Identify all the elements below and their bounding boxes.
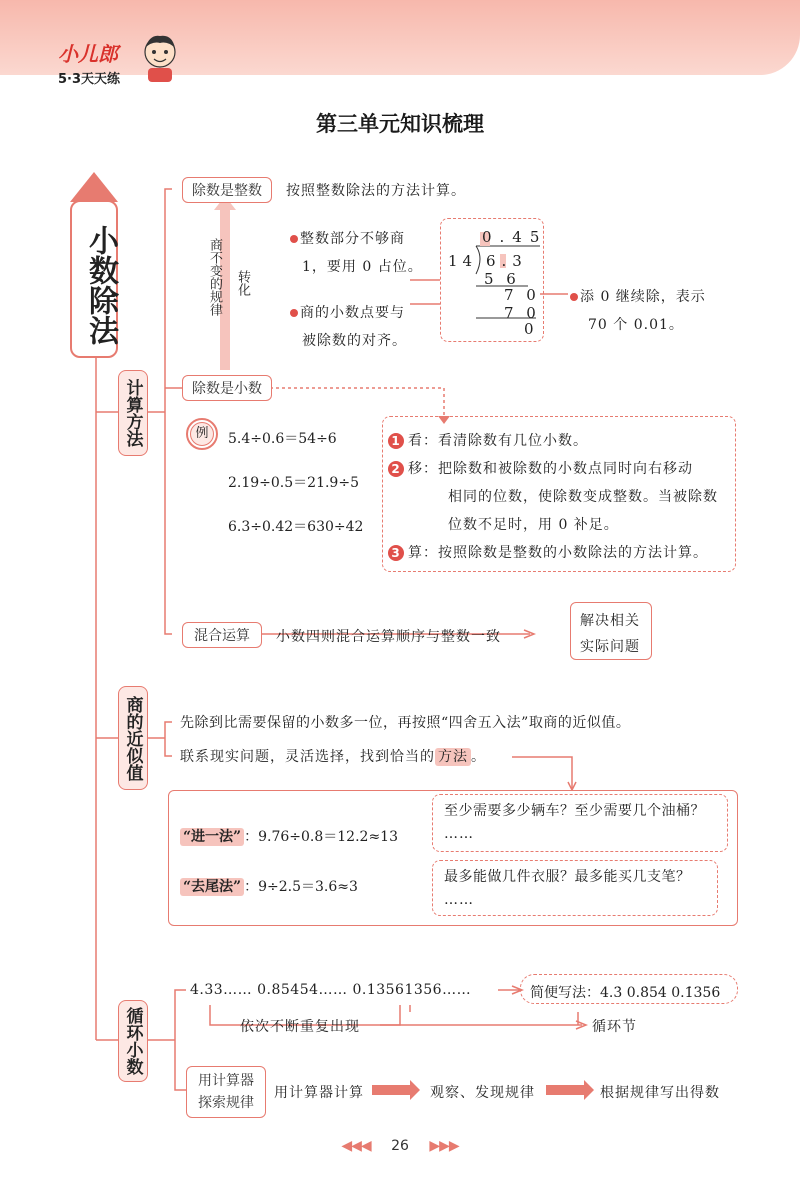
main-title: 小数除法 [83, 225, 118, 345]
round-down-q1: 最多能做几件衣服？最多能买几支笔？ [444, 869, 691, 885]
repeat-desc: 依次不断重复出现 [240, 1019, 360, 1035]
note-placeholder-zero-2: 1，要用 0 占位。 [302, 259, 423, 275]
long-division-dividend: 6.3 [486, 252, 528, 270]
integer-divisor-desc: 按照整数除法的方法计算。 [286, 183, 466, 199]
round-up-method: “进一法” ：9.76÷0.8＝12.2≈13 [180, 826, 398, 846]
step-compute: 3 算：按照除数是整数的小数除法的方法计算。 [388, 542, 708, 562]
long-division-divisor: 14 [448, 252, 478, 270]
simplified-notation: 简便写法：4.3̇ 0.8̇54̇ 0.1̇35̇6̇ [530, 985, 721, 1001]
long-division-row2: 7 0 [504, 286, 540, 304]
long-division-row1: 5 6 [484, 270, 520, 288]
step-move-2: 相同的位数，使除数变成整数。当被除数 [448, 489, 718, 505]
prev-arrows-icon: ◀◀◀ [341, 1138, 371, 1154]
next-arrows-icon: ▶▶▶ [429, 1138, 459, 1154]
bullet-icon [290, 235, 298, 243]
page-footer [0, 1138, 800, 1154]
note-append-zero-2: 70 个 0.01。 [588, 317, 684, 333]
bullet-icon [290, 309, 298, 317]
calculator-step3: 根据规律写出得数 [600, 1085, 720, 1101]
mixed-result-1: 解决相关 [580, 613, 640, 629]
calculator-pill: 用计算器 探索规律 [186, 1066, 266, 1118]
bullet-icon [570, 293, 578, 301]
step-move: 2 移：把除数和被除数的小数点同时向右移动 [388, 458, 693, 478]
round-up-q1: 至少需要多少辆车？至少需要几个油桶？ [444, 803, 705, 819]
example-1: 5.4÷0.6＝54÷6 [228, 431, 337, 447]
approx-rule-1: 先除到比需要保留的小数多一位，再按照“四舍五入法”取商的近似值。 [180, 715, 631, 731]
note-decimal-point-2: 被除数的对齐。 [302, 333, 407, 349]
long-division-quotient: 0.45 [482, 228, 548, 246]
repeating-sequence: 4.33…… 0.85454…… 0.13561356…… [190, 982, 472, 998]
long-division-row3: 7 0 [504, 304, 540, 322]
brand-subtitle: 5·3天天练 [58, 72, 121, 87]
step-move-3: 位数不足时，用 0 补足。 [448, 517, 619, 533]
round-down-method: “去尾法” ：9÷2.5＝3.6≈3 [180, 876, 358, 896]
calculator-step2: 观察、发现规律 [430, 1085, 535, 1101]
calculator-step1: 用计算器计算 [274, 1085, 364, 1101]
example-2: 2.19÷0.5＝21.9÷5 [228, 475, 359, 491]
round-down-q2: …… [444, 892, 474, 908]
mixed-ops-pill: 混合运算 [182, 622, 262, 648]
mixed-ops-desc: 小数四则混合运算顺序与整数一致 [276, 629, 501, 645]
note-append-zero: 添 0 继续除，表示 [570, 286, 706, 306]
example-3: 6.3÷0.42＝630÷42 [228, 519, 364, 535]
long-division-remainder: 0 [524, 320, 534, 338]
section-calc-method: 计算方法 [118, 370, 148, 456]
approx-rule-2: 联系现实问题，灵活选择，找到恰当的 方法 。 [180, 749, 486, 765]
round-up-q2: …… [444, 826, 474, 842]
note-placeholder-zero: 整数部分不够商 [290, 228, 405, 248]
page-title: 第三单元知识梳理 [316, 112, 484, 136]
example-badge: 例 [186, 418, 218, 450]
note-decimal-point: 商的小数点要与 [290, 302, 405, 322]
page-number: 26 [391, 1138, 409, 1154]
transform-label: 转化 [235, 270, 250, 296]
section-approx: 商的近似值 [118, 686, 148, 790]
mixed-result-2: 实际问题 [580, 639, 640, 655]
cycle-label: 循环节 [592, 1019, 637, 1035]
decimal-divisor-pill: 除数是小数 [182, 375, 272, 401]
brand-logo: 小儿郎 [58, 42, 118, 66]
integer-divisor-pill: 除数是整数 [182, 177, 272, 203]
step-look: 1 看：看清除数有几位小数。 [388, 430, 588, 450]
section-repeating: 循环小数 [118, 1000, 148, 1082]
transform-rule: 商不变的规律 [207, 238, 222, 316]
